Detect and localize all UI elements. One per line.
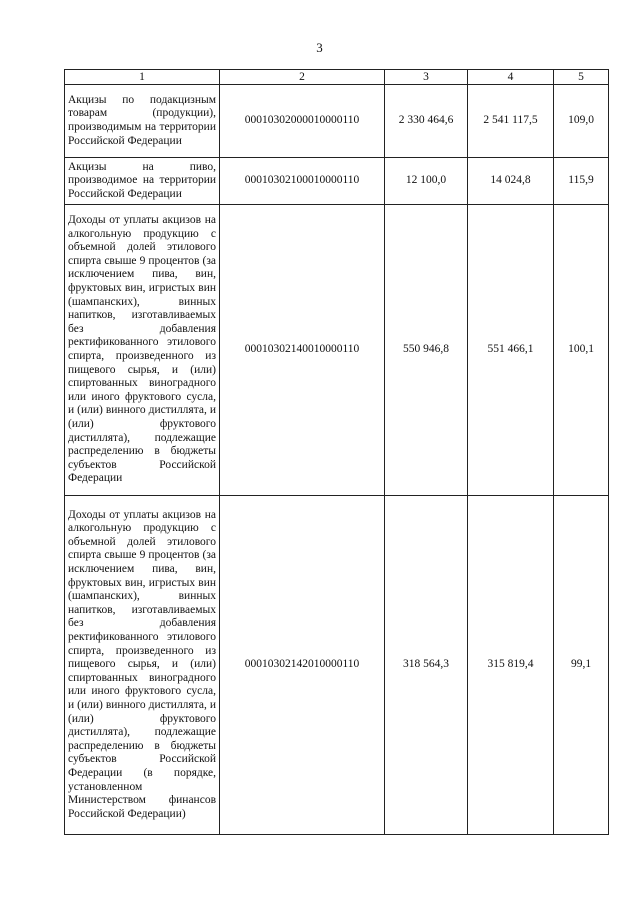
value-column-3: 2 330 464,6 [385, 85, 468, 158]
value-column-3: 318 564,3 [385, 496, 468, 835]
value-column-3: 12 100,0 [385, 158, 468, 205]
percent-value: 99,1 [554, 496, 609, 835]
revenue-name: Акцизы по подакцизным товарам (продукции), производимым на территории Российской Федерации [65, 85, 220, 158]
value-column-4: 315 819,4 [468, 496, 554, 835]
revenue-name: Доходы от уплаты акцизов на алкогольную продукцию с объемной долей этилового спирта свыше 9 процентов (за исключением пива, вин, фруктовых вин, игристых вин (шампанских), винных напитков, изготавливаемых без добавления ректификованного этилового спирта, произведенного из пищевого сырья, и (или) спиртованных виноградного или иного фруктового сусла, и (или) винного дистиллята, и (или) фруктового дистиллята), подлежащие распределению в бюджеты субъектов Российской Федерации [65, 205, 220, 496]
revenue-table [64, 69, 609, 835]
table-row [65, 85, 609, 158]
value-column-4: 14 024,8 [468, 158, 554, 205]
column-number-1: 1 [65, 70, 220, 85]
percent-value: 109,0 [554, 85, 609, 158]
column-number-5: 5 [554, 70, 609, 85]
revenue-name: Доходы от уплаты акцизов на алкогольную продукцию с объемной долей этилового спирта свыше 9 процентов (за исключением пива, вин, фруктовых вин, игристых вин (шампанских), винных напитков, изготавливаемых без добавления ректификованного этилового спирта, произведенного из пищевого сырья, и (или) спиртованных виноградного или иного фруктового сусла, и (или) винного дистиллята, и (или) фруктового дистиллята), подлежащие распределению в бюджеты субъектов Российской Федерации (в порядке, установленном Министерством финансов Российской Федерации) [65, 496, 220, 835]
budget-code: 00010302142010000110 [220, 496, 385, 835]
revenue-name: Акцизы на пиво, производимое на территории Российской Федерации [65, 158, 220, 205]
page-number: 3 [316, 40, 323, 55]
percent-value: 100,1 [554, 205, 609, 496]
table-row [65, 158, 609, 205]
header-row [65, 70, 609, 85]
table-row [65, 205, 609, 496]
budget-code: 00010302000010000110 [220, 85, 385, 158]
value-column-4: 2 541 117,5 [468, 85, 554, 158]
value-column-4: 551 466,1 [468, 205, 554, 496]
column-number-2: 2 [220, 70, 385, 85]
percent-value: 115,9 [554, 158, 609, 205]
table-row [65, 496, 609, 835]
budget-code: 00010302140010000110 [220, 205, 385, 496]
column-number-4: 4 [468, 70, 554, 85]
value-column-3: 550 946,8 [385, 205, 468, 496]
column-number-3: 3 [385, 70, 468, 85]
budget-code: 00010302100010000110 [220, 158, 385, 205]
